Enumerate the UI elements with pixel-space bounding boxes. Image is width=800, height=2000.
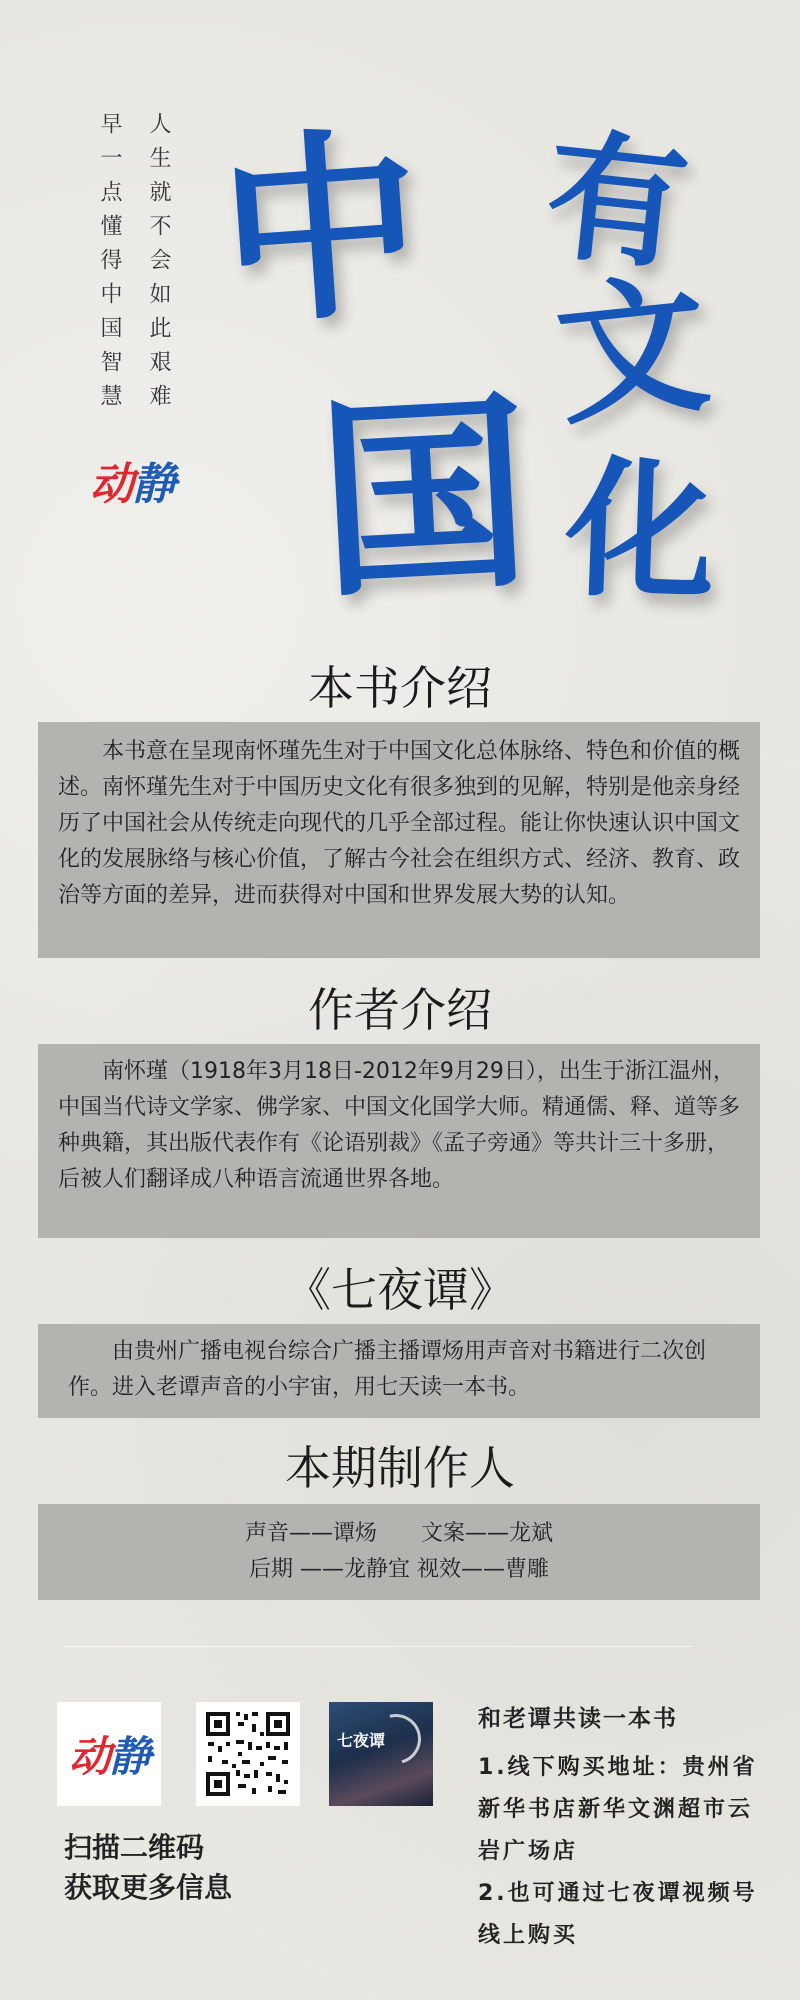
author-body: 南怀瑾（1918年3月18日-2012年9月29日），出生于浙江温州，中国当代诗文学家、佛学家、中国文化国学大师。精通儒、释、道等多种典籍，其出版代表作有《论语别裁》《孟子旁通》等共计三十多册，后被人们翻译成八种语言流通世界各地。 bbox=[58, 1059, 741, 1192]
qiyetan-body: 由贵州广播电视台综合广播主播谭炀用声音对书籍进行二次创作。进入老谭声音的小宇宙，用七天读一本书。 bbox=[68, 1339, 707, 1400]
qr-code[interactable] bbox=[196, 1702, 300, 1806]
purchase-info bbox=[478, 1700, 776, 1957]
title-char-zhong: 中 bbox=[213, 105, 430, 354]
qiyetan-box bbox=[38, 1324, 760, 1418]
cover-title: 七夜谭 bbox=[337, 1731, 386, 1750]
intro-box bbox=[38, 722, 760, 958]
vertical-poem bbox=[94, 112, 174, 418]
scan-qr-text bbox=[64, 1828, 232, 1908]
poem-line-2: 早一点懂得中国智慧 bbox=[97, 112, 122, 418]
purchase-online: 2.也可通过七夜谭视频号线上购买 bbox=[478, 1881, 758, 1948]
purchase-offline: 1.线下购买地址：贵州省新华书店新华文渊超市云岩广场店 bbox=[478, 1755, 758, 1864]
title-char-wen: 文 bbox=[548, 255, 717, 447]
poem-line-1: 人生就不会如此艰难 bbox=[146, 112, 171, 418]
title-char-guo: 国 bbox=[312, 368, 536, 627]
scan-line-1: 扫描二维码 bbox=[64, 1831, 205, 1864]
qiyetan-cover-image[interactable] bbox=[329, 1702, 433, 1806]
footer-logo-box bbox=[57, 1702, 161, 1806]
logo-part-1: 动 bbox=[90, 459, 132, 510]
section-heading-intro: 本书介绍 bbox=[308, 661, 492, 715]
title-char-you: 有 bbox=[538, 113, 696, 291]
footer-logo bbox=[69, 1724, 149, 1784]
logo-part-2: 静 bbox=[132, 459, 174, 510]
title-char-hua: 化 bbox=[562, 440, 719, 622]
credits-box bbox=[38, 1504, 760, 1600]
footer-logo-part-2: 静 bbox=[109, 1732, 150, 1781]
qr-code-icon bbox=[196, 1702, 300, 1806]
credits-line-1: 声音——谭炀 文案——龙斌 bbox=[244, 1521, 553, 1546]
footer-divider bbox=[62, 1646, 692, 1647]
intro-body: 本书意在呈现南怀瑾先生对于中国文化总体脉络、特色和价值的概述。南怀瑾先生对于中国历史文化有很多独到的见解，特别是他亲身经历了中国社会从传统走向现代的几乎全部过程。能让你快速认识中国文化的发展脉络与核心价值，了解古今社会在组织方式、经济、教育、政治等方面的差异，进而获得对中国和世界发展大势的认知。 bbox=[58, 739, 741, 908]
footer-logo-part-1: 动 bbox=[68, 1732, 109, 1781]
section-heading-author: 作者介绍 bbox=[308, 983, 492, 1037]
scan-line-2: 获取更多信息 bbox=[64, 1871, 233, 1904]
dongjing-logo bbox=[90, 448, 174, 512]
section-heading-qiyetan: 《七夜谭》 bbox=[285, 1263, 515, 1317]
section-heading-credits: 本期制作人 bbox=[285, 1441, 515, 1495]
author-box bbox=[38, 1044, 760, 1238]
purchase-title: 和老谭共读一本书 bbox=[478, 1706, 678, 1732]
credits-line-2: 后期 ——龙静宜 视效——曹雕 bbox=[249, 1557, 549, 1582]
